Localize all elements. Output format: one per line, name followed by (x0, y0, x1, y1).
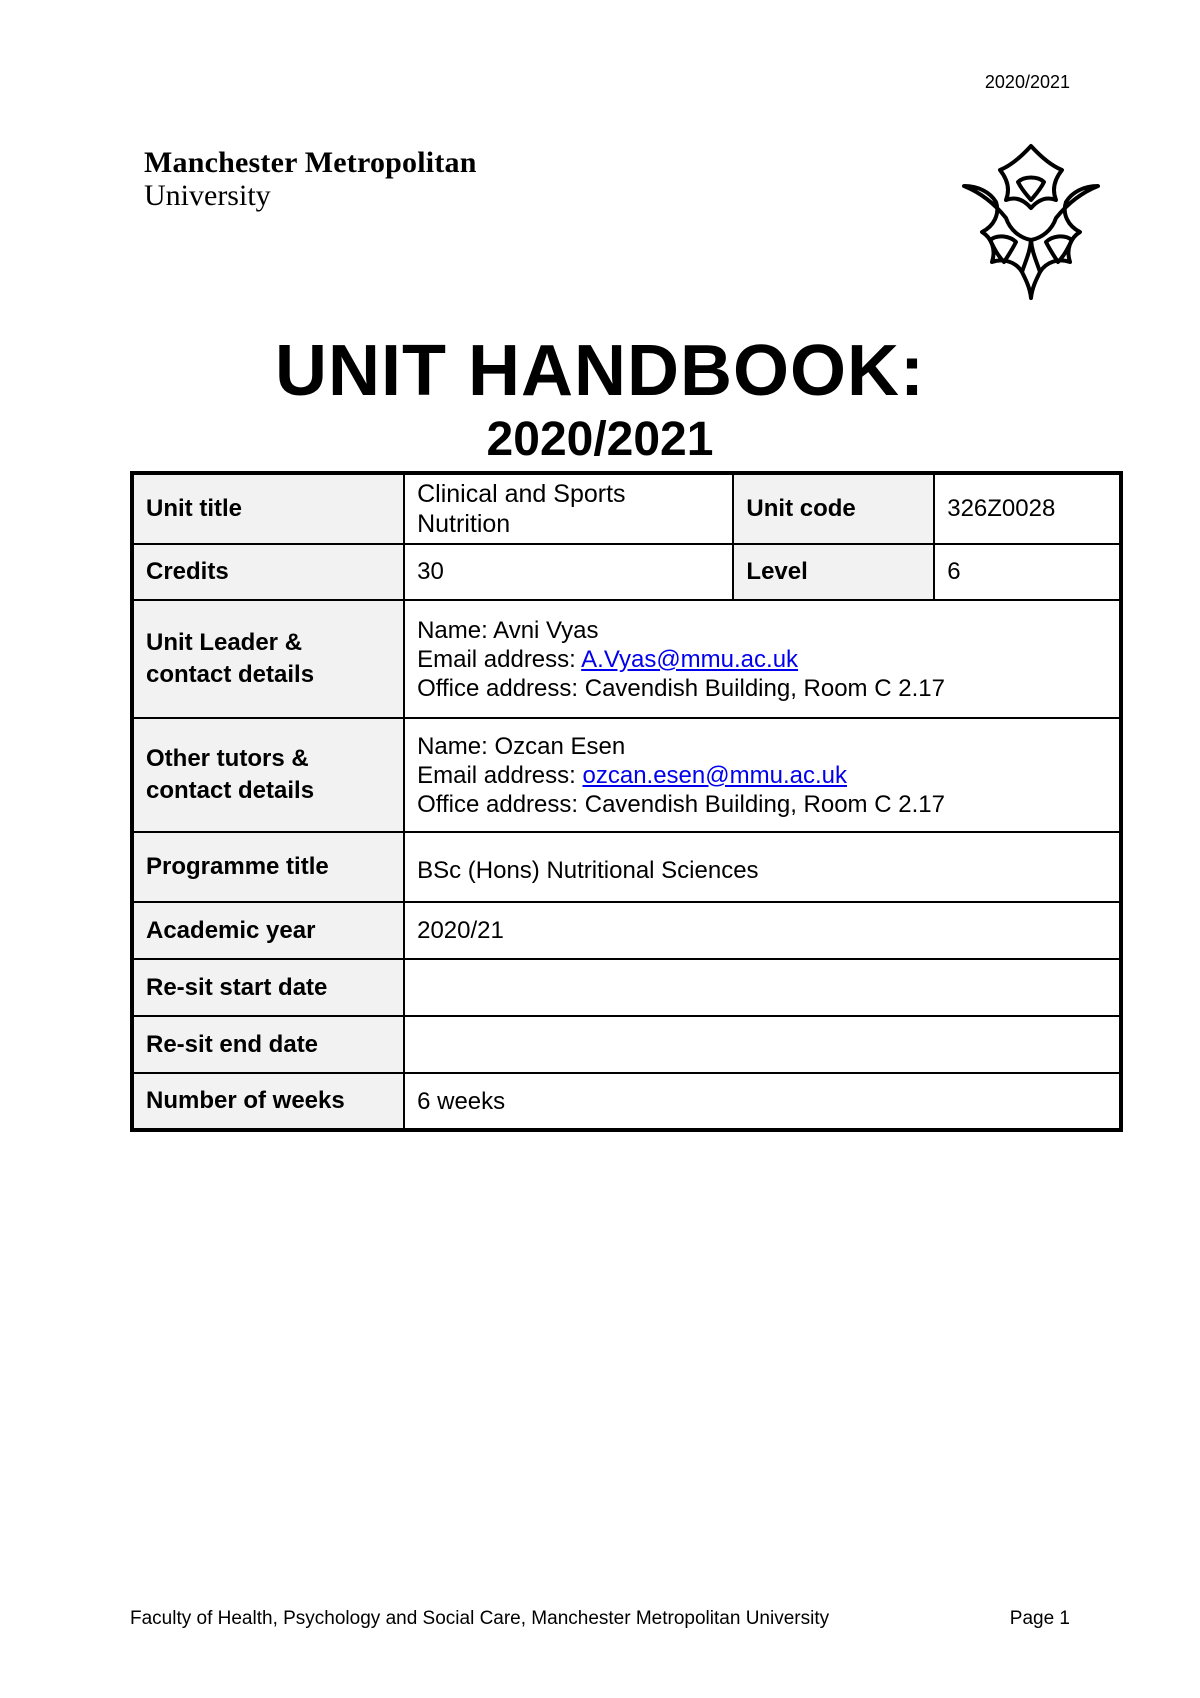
email-prefix: Email address: (417, 645, 582, 673)
level-value: 6 (934, 544, 1121, 600)
other-tutor-details (404, 718, 1121, 832)
page-subtitle: 2020/2021 (486, 413, 714, 466)
other-tutors-label: Other tutors & contact details (132, 718, 404, 832)
unit-leader-office: Office address: Cavendish Building, Room C 2.17 (417, 674, 945, 702)
table-row-programme (132, 832, 1121, 902)
credits-label: Credits (132, 544, 404, 600)
programme-title-label: Programme title (132, 832, 404, 902)
unit-title-label: Unit title (132, 473, 404, 544)
academic-year-value: 2020/21 (404, 902, 1121, 959)
logo-line-2: University (144, 179, 271, 212)
table-row-resit-start (132, 959, 1121, 1016)
table-row-resit-end (132, 1016, 1121, 1073)
email-prefix: Email address: (417, 761, 583, 789)
unit-code-value: 326Z0028 (934, 473, 1121, 544)
resit-end-value (404, 1016, 1121, 1073)
level-label: Level (733, 544, 934, 600)
number-of-weeks-value: 6 weeks (404, 1073, 1121, 1130)
university-emblem-icon (960, 142, 1102, 300)
table-row-other-tutors (132, 718, 1121, 832)
academic-year-label: Academic year (132, 902, 404, 959)
unit-title-value: Clinical and Sports Nutrition (404, 473, 733, 544)
header-year: 2020/2021 (984, 72, 1070, 92)
programme-title-value: BSc (Hons) Nutritional Sciences (404, 832, 1121, 902)
unit-leader-details (404, 600, 1121, 718)
unit-code-label: Unit code (733, 473, 934, 544)
other-tutor-email-link[interactable]: ozcan.esen@mmu.ac.uk (582, 761, 847, 789)
unit-leader-email-line (417, 645, 1107, 674)
unit-leader-name: Name: Avni Vyas (417, 616, 599, 644)
resit-end-label: Re-sit end date (132, 1016, 404, 1073)
other-tutor-email-line (417, 761, 1107, 790)
logo-line-1: Manchester Metropolitan (144, 146, 477, 179)
footer-page-number: Page 1 (1009, 1608, 1070, 1629)
resit-start-label: Re-sit start date (132, 959, 404, 1016)
table-row-unit-leader (132, 600, 1121, 718)
other-tutor-office: Office address: Cavendish Building, Room C 2.17 (417, 790, 945, 818)
page-title: UNIT HANDBOOK: (275, 331, 925, 411)
resit-start-value (404, 959, 1121, 1016)
footer-faculty: Faculty of Health, Psychology and Social Care, Manchester Metropolitan University (130, 1608, 830, 1629)
table-row-number-of-weeks (132, 1073, 1121, 1130)
table-row-unit-title (132, 473, 1121, 544)
table-row-academic-year (132, 902, 1121, 959)
unit-leader-email-link[interactable]: A.Vyas@mmu.ac.uk (581, 645, 799, 673)
other-tutor-name: Name: Ozcan Esen (417, 732, 626, 760)
number-of-weeks-label: Number of weeks (132, 1073, 404, 1130)
unit-info-table (130, 471, 1123, 1132)
table-row-credits (132, 544, 1121, 600)
university-logo-text (144, 146, 477, 212)
credits-value: 30 (404, 544, 733, 600)
unit-leader-label: Unit Leader & contact details (132, 600, 404, 718)
